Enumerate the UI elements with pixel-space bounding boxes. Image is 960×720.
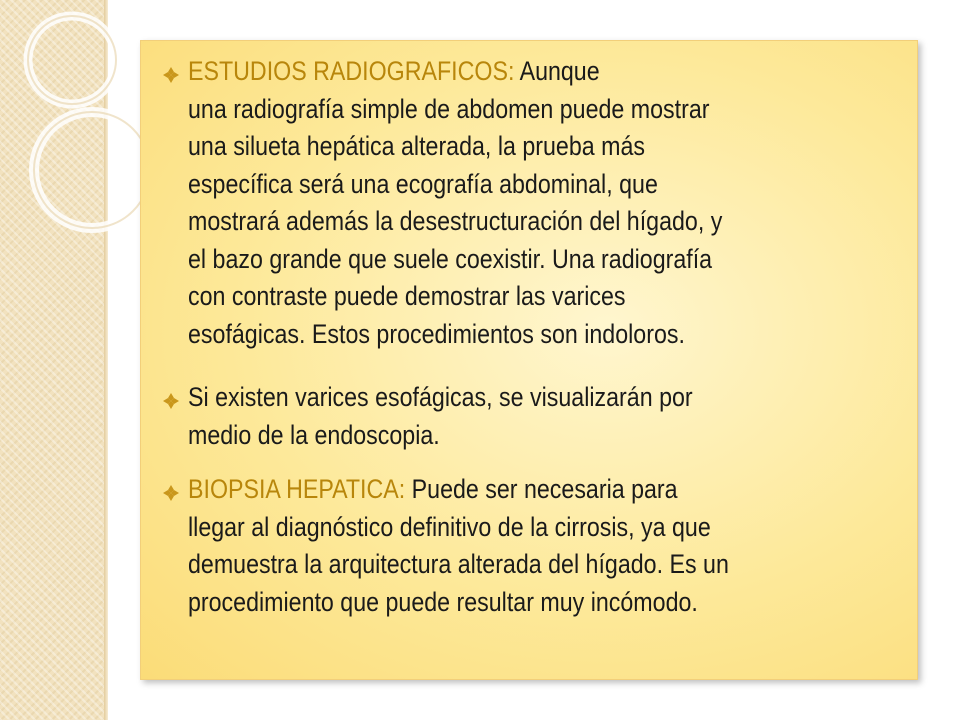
- content-box: [140, 40, 918, 680]
- bullet-line: el bazo grande que suele coexistir. Una radiografía: [188, 243, 713, 274]
- bullet-text: [188, 379, 913, 454]
- bullet-line: medio de la endoscopia.: [188, 419, 440, 450]
- bullet-line: Puede ser necesaria para: [405, 474, 678, 504]
- bullet-line: mostrará además la desestructuración del hígado, y: [188, 206, 723, 236]
- bullet-line: específica será una ecografía abdominal, que: [188, 168, 658, 199]
- bullet-line: demuestra la arquitectura alterada del hígado. Es un: [188, 549, 729, 579]
- bullet-line: Aunque: [514, 56, 600, 86]
- diamond-bullet-icon: [163, 393, 179, 409]
- bullet-text: [188, 53, 913, 353]
- diamond-bullet-icon: [163, 485, 179, 501]
- bullet-line: una radiografía simple de abdomen puede mostrar: [188, 93, 710, 124]
- bullet-line: llegar al diagnóstico definitivo de la cirrosis, ya que: [188, 511, 711, 542]
- bullet-heading: ESTUDIOS RADIOGRAFICOS:: [188, 56, 515, 86]
- bullet-line: Si existen varices esofágicas, se visualizarán por: [188, 382, 693, 412]
- bullet-line: esofágicas. Estos procedimientos son indoloros.: [188, 318, 685, 349]
- bullet-line: con contraste puede demostrar las varices: [188, 281, 626, 311]
- bullet-text: [188, 471, 913, 621]
- diamond-bullet-icon: [163, 67, 179, 83]
- bullet-line: una silueta hepática alterada, la prueba más: [188, 131, 645, 161]
- decorative-rings: [0, 0, 160, 260]
- bullet-heading: BIOPSIA HEPATICA:: [188, 474, 406, 504]
- bullet-line: procedimiento que puede resultar muy incómodo.: [188, 586, 698, 617]
